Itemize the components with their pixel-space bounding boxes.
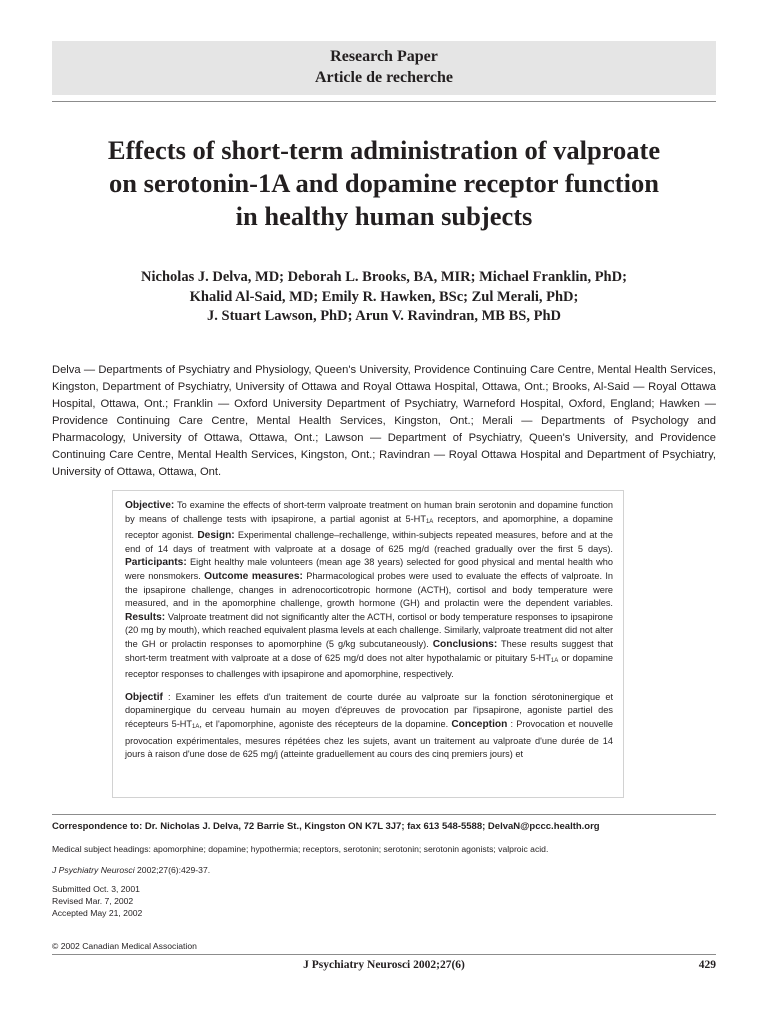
participants-text: Eight healthy male volunteers (mean age 38 years) selected for good physical and mental health who were nonsmokers. xyxy=(125,557,613,581)
affiliations: Delva — Departments of Psychiatry and Physiology, Queen's University, Providence Continuing Care Centre, Mental Health Services, Kingston, Department of Psychiatry, University of Ottawa and Royal Ottawa Hospital, Ottawa, Ont.; Brooks, Al-Said — Royal Ottawa Hospital, Ottawa, Ont.; Franklin — Oxford University Department of Psychiatry, Warneford Hospital, Oxford, England; Hawken — Providence Continuing Care Centre, Mental Health Services, Kingston, Ont.; Merali — Departments of Psychology and Pharmacology, University of Ottawa, Ottawa, Ont.; Lawson — Department of Psychiatry, Queen's University, and Providence Continuing Care Centre, Mental Health Services, Kingston, Ont.; Ravindran — Royal Ottawa Hospital and Department of Psychiatry, University of Ottawa, Ottawa, Ont. xyxy=(52,364,716,478)
article-type-banner xyxy=(52,41,716,95)
results-label: Results: xyxy=(125,611,166,623)
title-line: in healthy human subjects xyxy=(235,201,533,231)
conclusions-text: These results suggest that short-term treatment with valproate at a dose of 625 mg/d does not alter hypothalamic or pituitary 5-HT xyxy=(125,638,613,663)
objective-text: To examine the effects of short-term valproate treatment on human brain serotonin and dopamine function by means of challenge tests with ipsapirone, a partial agonist at 5-HT xyxy=(125,500,613,524)
subscript: 1A xyxy=(550,657,559,664)
copyright: © 2002 Canadian Medical Association xyxy=(52,941,197,951)
footer-divider xyxy=(52,814,716,815)
correspondence: Correspondence to: Dr. Nicholas J. Delva, 72 Barrie St., Kingston ON K7L 3J7; fax 613 548-5588; DelvaN@pccc.health.org xyxy=(52,821,600,832)
author-list xyxy=(52,268,716,327)
objectif-text: : Examiner les effets d'un traitement de courte durée au valproate sur la fonction sérotoninergique et dopaminergique du cerveau humain au moyen d'épreuves de provocation par l'ipsapirone, agoniste partiel des récepteurs 5-HT xyxy=(125,691,613,729)
conclusions-text-cont: or dopamine receptor responses to challenges with ipsapirone and apomorphine, respectively. xyxy=(125,652,613,680)
design-label: Design: xyxy=(197,530,235,542)
citation-ref: 2002;27(6):429-37. xyxy=(134,865,211,875)
abstract-english xyxy=(125,499,613,682)
journal-footer: J Psychiatry Neurosci 2002;27(6) xyxy=(303,959,465,971)
publication-dates xyxy=(52,883,252,919)
title-line: on serotonin-1A and dopamine receptor function xyxy=(109,168,659,198)
conception-label: Conception xyxy=(451,718,508,730)
page-number: 429 xyxy=(698,959,716,971)
header-divider xyxy=(52,101,716,102)
article-type-fr: Article de recherche xyxy=(314,69,453,86)
page-footer-divider xyxy=(52,954,716,955)
citation xyxy=(52,864,716,876)
conclusions-label: Conclusions: xyxy=(432,638,498,650)
outcome-label: Outcome measures: xyxy=(204,570,303,582)
results-text: Valproate treatment did not significantly alter the ACTH, cortisol or body temperature responses to ipsapirone (20 mg by mouth), which reached equivalent plasma levels at each challenge. Similarly, valproate treatment did not alter the GH or prolactin responses to apomorphine (5 g/kg subcutaneously). xyxy=(125,611,613,649)
subject-headings: Medical subject headings: apomorphine; dopamine; hypothermia; receptors, serotonin; serotonin; serotonin agonists; valproic acid. xyxy=(52,844,549,854)
abstract-box xyxy=(112,490,624,798)
outcome-text: Pharmacological probes were used to evaluate the effects of valproate. In the ipsapirone challenge, changes in adrenocorticotropic hormone (ACTH), cortisol and body temperature were measured, and in the apomorphine challenge, growth hormone (GH) and prolactin were the dependent variables. xyxy=(125,570,613,609)
author-line: J. Stuart Lawson, PhD; Arun V. Ravindran, MB BS, PhD xyxy=(207,308,561,324)
objectif-text-cont: , et l'apomorphine, agoniste des récepteurs de la dopamine. xyxy=(199,718,452,729)
article-title xyxy=(40,134,728,233)
objectif-label: Objectif xyxy=(125,691,163,703)
title-line: Effects of short-term administration of valproate xyxy=(107,135,661,165)
subscript: 1A xyxy=(425,518,434,525)
objective-text-cont: receptors, and apomorphine, a dopamine receptor agonist. xyxy=(125,513,613,541)
objective-label: Objective: xyxy=(125,500,175,511)
design-text: Experimental challenge–rechallenge, within-subjects repeated measures, before and at the end of 14 days of treatment with valproate at a dosage of 625 mg/d (reached gradually over the first 5 days). xyxy=(125,530,613,554)
submitted-date: Submitted Oct. 3, 2001 xyxy=(52,884,140,894)
conception-text: : Provocation et nouvelle provocation expérimentales, mesures répétées chez les sujets, avant un traitement au valproate d'une durée de 14 jours à raison d'une dose de 625 mg/j (atteinte graduellement au cours des cinq premiers jours) et xyxy=(125,718,613,760)
subscript: 1A xyxy=(192,723,200,730)
abstract-french xyxy=(125,691,613,762)
accepted-date: Accepted May 21, 2002 xyxy=(52,908,143,918)
article-type-en: Research Paper xyxy=(330,48,438,65)
citation-journal: J Psychiatry Neurosci xyxy=(52,865,135,875)
author-line: Khalid Al-Said, MD; Emily R. Hawken, BSc; Zul Merali, PhD; xyxy=(189,288,579,305)
revised-date: Revised Mar. 7, 2002 xyxy=(52,896,134,906)
participants-label: Participants: xyxy=(125,557,187,569)
author-line: Nicholas J. Delva, MD; Deborah L. Brooks, BA, MIR; Michael Franklin, PhD; xyxy=(141,269,627,285)
